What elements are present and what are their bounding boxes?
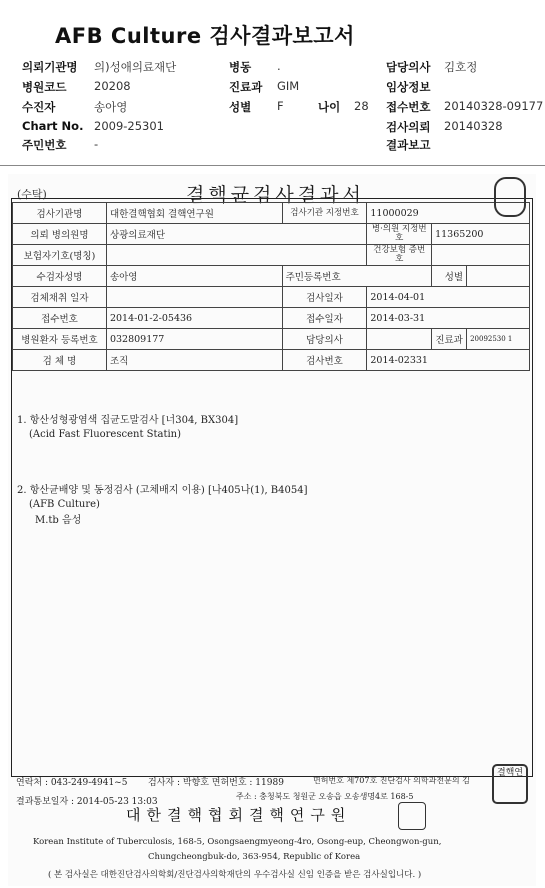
sex-scan-label: 성별 [432,266,467,287]
ward-label: 병동 [229,60,252,74]
collect-label: 검체채취 일자 [13,287,107,308]
receipt-date-label: 접수일자 [282,308,367,329]
info-table [12,202,530,371]
scan-title: 결핵균검사결과서 [186,184,365,206]
specimen-label: 검 체 명 [13,350,107,371]
collect-value [106,287,282,308]
table-row [13,224,530,245]
rrn-scan-label: 주민등록번호 [282,266,432,287]
reg-no-value: 032809177 [106,329,282,350]
accession-label: 접수번호 [386,100,431,114]
institute-address-en-2: Chungcheongbuk-do, 363-954, Republic of Korea [148,852,361,862]
name-label: 수검자성명 [13,266,107,287]
doctor-value [367,329,432,350]
request-date-label: 검사의뢰 [386,120,431,134]
insurance-value [106,245,366,266]
ref-id-value: 11365200 [432,224,530,245]
clinical-info-row [386,79,430,95]
physician-value: 김호정 [444,60,478,74]
contact-line: 연락처 : 043-249-4941~5 [16,778,128,788]
scanned-report [8,174,536,886]
ward-row [229,59,281,75]
patient-row [22,99,128,115]
rrn-label: 주민번호 [22,138,67,152]
table-row [13,329,530,350]
health-id-value [432,245,530,266]
age-row [318,99,369,115]
result-report-label: 결과보고 [386,138,431,152]
tester-line: 검사자 : 박향호 면허번호 : 11989 [148,778,284,788]
table-row [13,350,530,371]
clinical-info-label: 임상정보 [386,80,431,94]
sex-scan-value [467,266,530,287]
ref-hosp-value: 상광의료재단 [106,224,366,245]
lab-id-label: 검사기관 지정번호 [282,203,367,224]
test-1-title: 1. 항산성형광염색 집균도말검사 [너304, BX304] [17,415,239,426]
reg-no-label: 병원환자 등록번호 [13,329,107,350]
result-report-row [386,137,430,153]
test-2-result: M.tb 음성 [35,515,82,526]
request-date-value: 20140328 [444,119,503,133]
sex-label: 성별 [229,100,252,114]
test-1-english: (Acid Fast Fluorescent Statin) [29,429,182,440]
ref-id-label: 병·의원 지정번호 [367,224,432,245]
test-2-english: (AFB Culture) [29,499,100,510]
patient-value: 송아영 [94,100,128,114]
accession-row [386,99,544,115]
rrn-value: - [94,137,99,151]
ward-value: . [277,59,281,73]
report-date-line: 결과통보일자 : 2014-05-23 13:03 [16,797,158,807]
ordering-org-row [22,59,177,75]
consignment-label: (수탁) [17,188,47,201]
chart-row [22,119,164,133]
ordering-org-label: 의뢰기관명 [22,60,78,74]
lab-id-value: 11000029 [367,203,530,224]
table-row [13,308,530,329]
lab-label: 검사기관명 [13,203,107,224]
specimen-value: 조직 [106,350,282,371]
patient-label: 수진자 [22,100,56,114]
header-divider [0,165,545,166]
rrn-row [22,137,99,153]
physician-label: 담당의사 [386,60,431,74]
ordering-org-value: 의)성애의료재단 [94,60,177,74]
institute-name-ko: 대한결핵협회결핵연구원 [126,806,352,824]
sex-value: F [277,99,284,113]
official-stamp [398,802,426,830]
physician-row [386,59,478,75]
receipt-no-label: 접수번호 [13,308,107,329]
quality-certification-seal [494,177,526,217]
table-row [13,245,530,266]
dept-value: GIM [277,79,300,93]
license-line: 면허번호 제707호 진단검사 의학과전문의 김 [313,776,470,785]
address-line: 주소 : 충청북도 청원군 오송읍 오송생명4로 168-5 [236,792,414,801]
table-row [13,287,530,308]
institute-address-en-1: Korean Institute of Tuberculosis, 168-5, Osongsaengmyeong-4ro, Osong-eup, Cheongwon-gun, [33,837,442,847]
lab-value: 대한결핵협회 결핵연구원 [106,203,282,224]
certification-line: ( 본 검사실은 대한진단검사의학회/진단검사의학재단의 우수검사실 신임 인증을 받은 검사실입니다. ) [48,870,422,880]
request-date-row [386,119,503,135]
dept-scan-label: 진료과 [432,329,467,350]
insurance-label: 보험자기호(명칭) [13,245,107,266]
test-2-title: 2. 항산균배양 및 동정검사 (고체배지 이용) [나405나(1), B4054] [17,485,308,496]
test-no-value: 2014-02331 [367,350,530,371]
health-id-label: 건강보험 증번호 [367,245,432,266]
name-value: 송아영 [106,266,282,287]
hospital-code-row [22,79,131,95]
report-title: AFB Culture 검사결과보고서 [55,24,355,48]
test-date-label: 검사일자 [282,287,367,308]
dept-row [229,79,300,95]
test-no-label: 검사번호 [282,350,367,371]
chart-label: Chart No. [22,119,84,133]
table-row [13,203,530,224]
dept-scan-value: 20092530 1 [467,329,530,350]
table-row [13,266,530,287]
hospital-code-value: 20208 [94,79,131,93]
accession-value: 20140328-09177 [444,99,544,113]
doctor-label: 담당의사 [282,329,367,350]
age-value: 28 [354,99,369,113]
seal-stamp: 결핵연 [492,764,528,804]
chart-value: 2009-25301 [94,119,164,133]
test-results [17,414,308,528]
dept-label: 진료과 [229,80,263,94]
age-label: 나이 [318,100,341,114]
hospital-code-label: 병원코드 [22,80,67,94]
receipt-no-value: 2014-01-2-05436 [106,308,282,329]
ref-hosp-label: 의뢰 병의원명 [13,224,107,245]
sex-row [229,99,284,115]
report-frame [11,198,533,777]
test-date-value: 2014-04-01 [367,287,530,308]
receipt-date-value: 2014-03-31 [367,308,530,329]
